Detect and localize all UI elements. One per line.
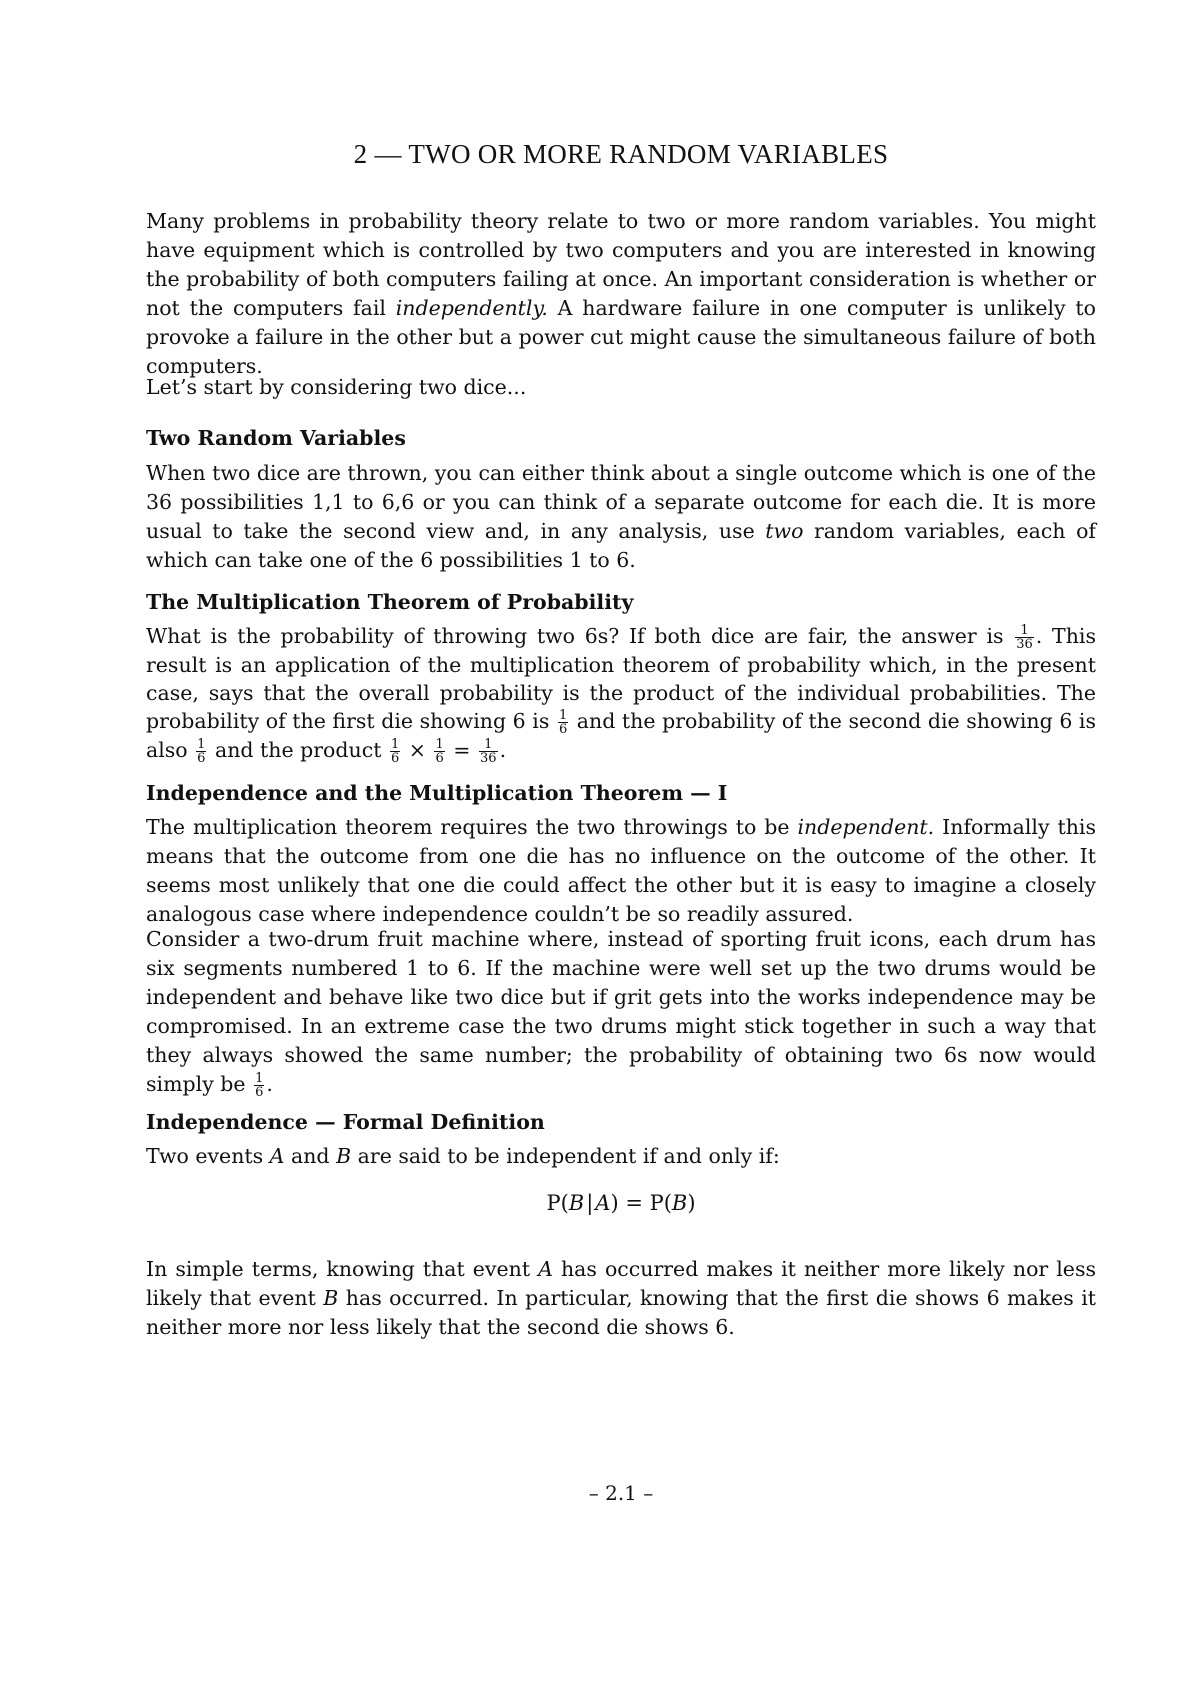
independence-text-a: The multiplication theorem requires the two throwings to be <box>146 815 798 839</box>
intro-paragraph <box>146 207 1096 381</box>
variable-a: A <box>538 1257 553 1281</box>
intro-text-a: Many problems in probability theory relate to two or more random variables. You might have equipment which is controlled by two computers and you are interested in knowing the probability of both computers failing at once. An important consideration is whether or not the computers fail <box>146 209 1096 320</box>
page-number: – 2.1 – <box>588 1481 654 1505</box>
fraction-one-over-6: $\frac{1}{6}$ <box>390 737 400 766</box>
variable-b: B <box>336 1144 352 1168</box>
independence-paragraph-1 <box>146 813 1096 929</box>
variable-b: B <box>323 1286 339 1310</box>
heading-multiplication-theorem: The Multiplication Theorem of Probability <box>146 590 634 614</box>
fraction-one-over-36: $\frac{1}{36}$ <box>1016 623 1033 652</box>
two-random-paragraph <box>146 459 1096 575</box>
times-symbol: × <box>408 738 426 762</box>
heading-formal-definition: Independence — Formal Definition <box>146 1110 545 1134</box>
multiplication-text-c: and the probability of the second die showing 6 is also <box>146 709 1097 762</box>
multiplication-paragraph <box>146 622 1096 765</box>
independence-emphasis: independent. <box>797 815 935 839</box>
two-random-text-a: When two dice are thrown, you can either think about a single outcome which is one of the 36 possibilities 1,1 to 6,6 or you can think of a separate outcome for each die. It is more usual to take the second view and, in any analysis, use <box>146 461 1096 543</box>
intro-emphasis: independently. <box>395 296 548 320</box>
fruit-machine-text-end: . <box>266 1072 273 1096</box>
heading-independence-1: Independence and the Multiplication Theorem — I <box>146 781 728 805</box>
two-random-text-b: random variables, each of which can take one of the 6 possibilities 1 to 6. <box>146 519 1096 572</box>
fraction-one-over-6: $\frac{1}{6}$ <box>255 1071 264 1100</box>
fraction-one-over-36: $\frac{1}{36}$ <box>480 737 497 766</box>
fraction-one-over-6: $\frac{1}{6}$ <box>435 737 444 766</box>
equals-symbol: = <box>453 738 471 762</box>
multiplication-text-a: What is the probability of throwing two 6s? If both dice are fair, the answer is <box>146 624 1014 648</box>
fruit-machine-text: Consider a two-drum fruit machine where, instead of sporting fruit icons, each drum has six segments numbered 1 to 6. If the machine were well set up the two drums would be independent and behave like two dice but if grit gets into the works independence may be compromised. In an extreme case the two drums might stick together in such a way that they always showed the same number; the probability of obtaining two 6s now would simply be <box>146 927 1096 1096</box>
fraction-one-over-6: $\frac{1}{6}$ <box>197 737 206 766</box>
variable-a: A <box>269 1144 285 1168</box>
independence-text-b: Informally this means that the outcome from one die has no influence on the outcome of the other. It seems most unlikely that one die could affect the other but it is easy to imagine a closely analogous case where independence couldn’t be so readily assured. <box>146 815 1097 926</box>
two-random-emphasis: two <box>765 519 804 543</box>
multiplication-text-e: . <box>499 738 507 762</box>
heading-two-random-variables: Two Random Variables <box>146 426 406 450</box>
formal-simple-terms-paragraph: In simple terms, knowing that event A has occurred makes it neither more likely nor less likely that event B has occurred. In particular, knowing that the first die shows 6 makes it neither more nor less likely that the second die shows 6. <box>146 1257 1097 1339</box>
formal-definition-paragraph: Two events A and B are said to be independent if and only if: <box>146 1144 780 1168</box>
multiplication-text-b: . This result is an application of the multiplication theorem of probability which, in the present case, says that the overall probability is the product of the individual probabilities. The probability of the first die showing 6 is <box>146 624 1096 733</box>
multiplication-text-d: and the product <box>208 738 388 762</box>
fraction-one-over-6: $\frac{1}{6}$ <box>558 708 568 737</box>
page-title: 2 — TWO OR MORE RANDOM VARIABLES <box>353 139 889 169</box>
independence-paragraph-2 <box>146 925 1096 1099</box>
intro-text-b: A hardware failure in one computer is unlikely to provoke a failure in the other but a power cut might cause the simultaneous failure of both computers. <box>146 296 1096 378</box>
independence-equation: P(B|A) = P(B) <box>546 1191 696 1215</box>
intro-second-paragraph: Let’s start by considering two dice... <box>146 375 527 399</box>
